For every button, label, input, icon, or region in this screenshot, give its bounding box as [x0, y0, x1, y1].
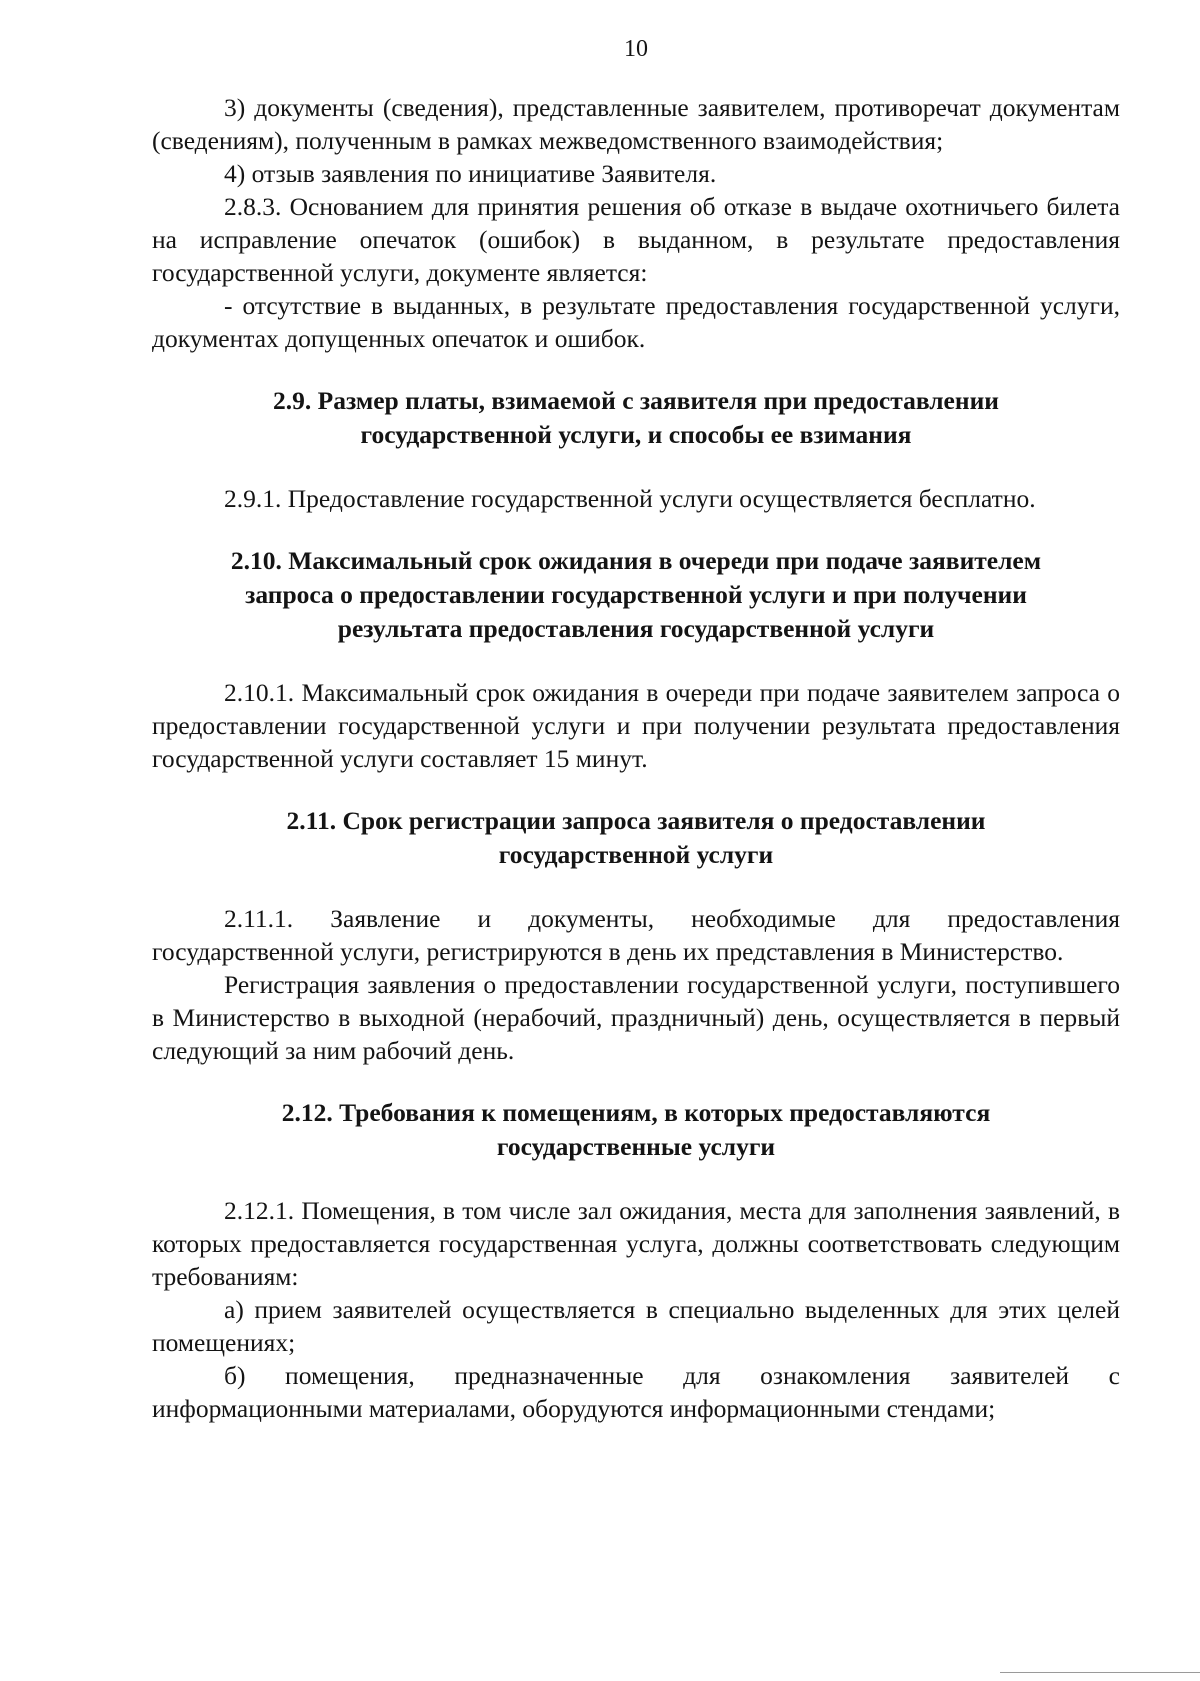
paragraph-2-9-1: 2.9.1. Предоставление государственной услуги осуществляется бесплатно.: [224, 484, 1036, 513]
spacer: [152, 775, 1120, 804]
paragraph-2-8-3: 2.8.3. Основанием для принятия решения об отказе в выдаче охотничьего билета на исправление опечаток (ошибок) в выданном, в результате предоставления государственной услуги, документе является:: [152, 192, 1120, 287]
section-heading-2-10: 2.10. Максимальный срок ожидания в очереди при подаче заявителем запроса о предоставлении государственной услуги и при получении результата предоставления государственной услуги: [230, 546, 1042, 643]
paragraph-2-12-1: 2.12.1. Помещения, в том числе зал ожидания, места для заполнения заявлений, в которых предоставляется государственная услуга, должны соответствовать следующим требованиям:: [152, 1196, 1120, 1291]
paragraph-2-10-1: 2.10.1. Максимальный срок ожидания в очереди при подаче заявителем запроса о предоставлении государственной услуги и при получении результата предоставления государственной услуги составляет 15 минут.: [152, 678, 1120, 773]
paragraph-2-11-1: 2.11.1. Заявление и документы, необходимые для предоставления государственной услуги, регистрируются в день их представления в Министерство.: [152, 904, 1120, 966]
spacer: [152, 646, 1120, 676]
scan-edge-line: [1000, 1672, 1200, 1673]
spacer: [152, 452, 1120, 482]
dash-item: - отсутствие в выданных, в результате предоставления государственной услуги, документах допущенных опечаток и ошибок.: [152, 291, 1120, 353]
page-number: 10: [624, 36, 648, 62]
document-page: [152, 0, 1120, 1681]
section-heading-2-9: 2.9. Размер платы, взимаемой с заявителя при предоставлении государственной услуги, и способы ее взимания: [273, 386, 999, 449]
spacer: [152, 1164, 1120, 1194]
list-item-b: б) помещения, предназначенные для ознакомления заявителей с информационными материалами, оборудуются информационными стендами;: [152, 1361, 1120, 1423]
spacer: [152, 1067, 1120, 1096]
document-body: [152, 91, 1120, 1425]
spacer: [152, 872, 1120, 902]
list-item-3: 3) документы (сведения), представленные заявителем, противоречат документам (сведениям), полученным в рамках межведомственного взаимодействия;: [152, 93, 1120, 155]
section-heading-2-11: 2.11. Срок регистрации запроса заявителя о предоставлении государственной услуги: [286, 806, 986, 869]
list-item-4: 4) отзыв заявления по инициативе Заявителя.: [224, 159, 717, 188]
spacer: [152, 515, 1120, 544]
paragraph-registration: Регистрация заявления о предоставлении государственной услуги, поступившего в Министерство в выходной (нерабочий, праздничный) день, осуществляется в первый следующий за ним рабочий день.: [152, 970, 1120, 1065]
spacer: [152, 355, 1120, 384]
list-item-a: а) прием заявителей осуществляется в специально выделенных для этих целей помещениях;: [152, 1295, 1120, 1357]
section-heading-2-12: 2.12. Требования к помещениям, в которых предоставляются государственные услуги: [281, 1098, 991, 1161]
